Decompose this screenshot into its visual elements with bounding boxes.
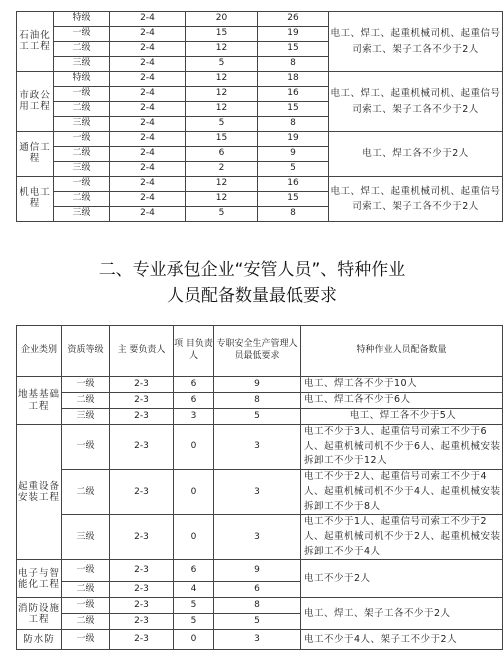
- category-cell: 市政公用工程: [17, 72, 54, 132]
- project-lead-cell: 6: [186, 147, 258, 162]
- safety-staff-cell: 16: [258, 87, 329, 102]
- safety-staff-cell: 26: [258, 12, 329, 27]
- special-workers-cell: 电工、焊工各不少于10人: [301, 377, 503, 393]
- level-cell: 三级: [54, 207, 110, 222]
- table-row: [17, 560, 503, 582]
- project-lead-cell: 6: [174, 560, 214, 582]
- level-cell: 二级: [62, 582, 110, 598]
- special-workers-cell: 电工不少于3人、起重信号司索工不少于6人、起重机械司机不少于6人、起重机械安装拆卸工不少于12人: [301, 425, 503, 470]
- principal-cell: 2-3: [110, 393, 174, 409]
- specialty-contractor-table: [16, 325, 503, 650]
- level-cell: 二级: [54, 147, 110, 162]
- principal-cell: 2-3: [110, 614, 174, 630]
- table-row: [17, 515, 503, 560]
- special-workers-cell: 电工、焊工、起重机械司机、起重信号司索工、架子工各不少于2人: [329, 12, 503, 72]
- level-cell: 一级: [62, 598, 110, 614]
- principal-cell: 2-4: [110, 192, 186, 207]
- section-title-line1: 二、专业承包企业“安管人员”、特种作业: [98, 260, 406, 280]
- level-cell: 三级: [54, 57, 110, 72]
- project-lead-cell: 2: [186, 162, 258, 177]
- safety-staff-cell: 15: [258, 192, 329, 207]
- table-row: [17, 470, 503, 515]
- principal-cell: 2-4: [110, 162, 186, 177]
- special-workers-cell: 电工、焊工各不少于2人: [329, 132, 503, 177]
- safety-staff-cell: 19: [258, 132, 329, 147]
- principal-cell: 2-3: [110, 582, 174, 598]
- table-row: [17, 393, 503, 409]
- principal-cell: 2-4: [110, 57, 186, 72]
- category-cell: 机电工程: [17, 177, 54, 222]
- header-level: 资质等级: [62, 326, 110, 377]
- level-cell: 三级: [54, 117, 110, 132]
- project-lead-cell: 6: [174, 377, 214, 393]
- principal-cell: 2-4: [110, 177, 186, 192]
- safety-staff-cell: 15: [258, 42, 329, 57]
- level-cell: 二级: [62, 614, 110, 630]
- principal-cell: 2-4: [110, 207, 186, 222]
- principal-cell: 2-4: [110, 132, 186, 147]
- table-row: [17, 72, 503, 87]
- level-cell: 二级: [54, 102, 110, 117]
- safety-staff-cell: 3: [214, 470, 301, 515]
- section-title-line2: 人员配备数量最低要求: [167, 286, 337, 306]
- project-lead-cell: 5: [186, 57, 258, 72]
- principal-cell: 2-4: [110, 87, 186, 102]
- safety-staff-cell: 3: [214, 425, 301, 470]
- special-workers-cell: 电工、焊工、起重机械司机、起重信号司索工、架子工各不少于2人: [329, 177, 503, 222]
- level-cell: 一级: [62, 630, 110, 650]
- special-workers-cell: 电工、焊工各不少于6人: [301, 393, 503, 409]
- level-cell: 特级: [54, 12, 110, 27]
- project-lead-cell: 12: [186, 192, 258, 207]
- level-cell: 一级: [54, 87, 110, 102]
- level-cell: 二级: [54, 42, 110, 57]
- table-row: [17, 377, 503, 393]
- project-lead-cell: 0: [174, 425, 214, 470]
- principal-cell: 2-4: [110, 42, 186, 57]
- level-cell: 三级: [62, 409, 110, 425]
- table-row: [17, 409, 503, 425]
- table-row: [17, 598, 503, 614]
- safety-staff-cell: 8: [214, 393, 301, 409]
- project-lead-cell: 5: [174, 614, 214, 630]
- project-lead-cell: 12: [186, 42, 258, 57]
- category-cell: 起重设备安装工程: [17, 425, 62, 560]
- safety-staff-cell: 9: [258, 147, 329, 162]
- principal-cell: 2-4: [110, 12, 186, 27]
- header-safety-staff: 专职安全生产管理人员最低要求: [214, 326, 301, 377]
- top-requirements-table: [16, 11, 503, 222]
- principal-cell: 2-3: [110, 377, 174, 393]
- header-row: [17, 326, 503, 377]
- safety-staff-cell: 16: [258, 177, 329, 192]
- project-lead-cell: 0: [174, 630, 214, 650]
- principal-cell: 2-3: [110, 560, 174, 582]
- level-cell: 一级: [62, 377, 110, 393]
- category-cell: 地基基础工程: [17, 377, 62, 425]
- project-lead-cell: 5: [186, 117, 258, 132]
- level-cell: 三级: [62, 515, 110, 560]
- project-lead-cell: 0: [174, 515, 214, 560]
- category-cell: 电子与智能化工程: [17, 560, 62, 598]
- project-lead-cell: 12: [186, 102, 258, 117]
- principal-cell: 2-3: [110, 515, 174, 560]
- safety-staff-cell: 18: [258, 72, 329, 87]
- project-lead-cell: 20: [186, 12, 258, 27]
- level-cell: 特级: [54, 72, 110, 87]
- principal-cell: 2-3: [110, 630, 174, 650]
- safety-staff-cell: 5: [214, 409, 301, 425]
- project-lead-cell: 12: [186, 177, 258, 192]
- header-project-lead: 项 目负责人: [174, 326, 214, 377]
- special-workers-cell: 电工不少于1人、起重信号司索工不少于2人、起重机械司机不少于2人、起重机械安装拆卸工不少于4人: [301, 515, 503, 560]
- level-cell: 二级: [62, 470, 110, 515]
- principal-cell: 2-4: [110, 147, 186, 162]
- special-workers-cell: 电工不少于2人: [301, 560, 503, 598]
- special-workers-cell: 电工不少于4人、架子工不少于2人: [301, 630, 503, 650]
- table-row: [17, 177, 503, 192]
- principal-cell: 2-3: [110, 598, 174, 614]
- safety-staff-cell: 5: [214, 614, 301, 630]
- special-workers-cell: 电工、焊工、架子工各不少于2人: [301, 598, 503, 630]
- principal-cell: 2-3: [110, 409, 174, 425]
- safety-staff-cell: 8: [214, 598, 301, 614]
- principal-cell: 2-4: [110, 102, 186, 117]
- header-special-workers: 特种作业人员配备数量: [301, 326, 503, 377]
- safety-staff-cell: 3: [214, 630, 301, 650]
- project-lead-cell: 15: [186, 27, 258, 42]
- safety-staff-cell: 15: [258, 102, 329, 117]
- project-lead-cell: 12: [186, 72, 258, 87]
- special-workers-cell: 电工、焊工、起重机械司机、起重信号司索工、架子工各不少于2人: [329, 72, 503, 132]
- table-row: [17, 132, 503, 147]
- category-cell: 通信工程: [17, 132, 54, 177]
- principal-cell: 2-4: [110, 72, 186, 87]
- level-cell: 一级: [54, 177, 110, 192]
- project-lead-cell: 6: [174, 393, 214, 409]
- table-row: [17, 12, 503, 27]
- principal-cell: 2-4: [110, 27, 186, 42]
- safety-staff-cell: 8: [258, 117, 329, 132]
- safety-staff-cell: 6: [214, 582, 301, 598]
- special-workers-cell: 电工不少于2人、起重信号司索工不少于4人、起重机械司机不少于4人、起重机械安装拆卸工不少于8人: [301, 470, 503, 515]
- project-lead-cell: 15: [186, 132, 258, 147]
- project-lead-cell: 12: [186, 87, 258, 102]
- project-lead-cell: 5: [186, 207, 258, 222]
- safety-staff-cell: 9: [214, 377, 301, 393]
- level-cell: 一级: [62, 560, 110, 582]
- level-cell: 三级: [54, 162, 110, 177]
- principal-cell: 2-3: [110, 425, 174, 470]
- safety-staff-cell: 19: [258, 27, 329, 42]
- category-cell: 石油化工工程: [17, 12, 54, 72]
- category-cell: 消防设施工程: [17, 598, 62, 630]
- special-workers-cell: 电工、焊工各不少于5人: [301, 409, 503, 425]
- level-cell: 二级: [54, 192, 110, 207]
- table-row: [17, 630, 503, 650]
- safety-staff-cell: 3: [214, 515, 301, 560]
- principal-cell: 2-3: [110, 470, 174, 515]
- header-category: 企业类别: [17, 326, 62, 377]
- project-lead-cell: 0: [174, 470, 214, 515]
- category-cell: 防水防: [17, 630, 62, 650]
- principal-cell: 2-4: [110, 117, 186, 132]
- safety-staff-cell: 8: [258, 207, 329, 222]
- safety-staff-cell: 8: [258, 57, 329, 72]
- project-lead-cell: 4: [174, 582, 214, 598]
- safety-staff-cell: 9: [214, 560, 301, 582]
- level-cell: 一级: [54, 27, 110, 42]
- level-cell: 二级: [62, 393, 110, 409]
- level-cell: 一级: [54, 132, 110, 147]
- safety-staff-cell: 5: [258, 162, 329, 177]
- header-principal: 主 要负责人: [110, 326, 174, 377]
- table-row: [17, 425, 503, 470]
- project-lead-cell: 5: [174, 598, 214, 614]
- project-lead-cell: 3: [174, 409, 214, 425]
- level-cell: 一级: [62, 425, 110, 470]
